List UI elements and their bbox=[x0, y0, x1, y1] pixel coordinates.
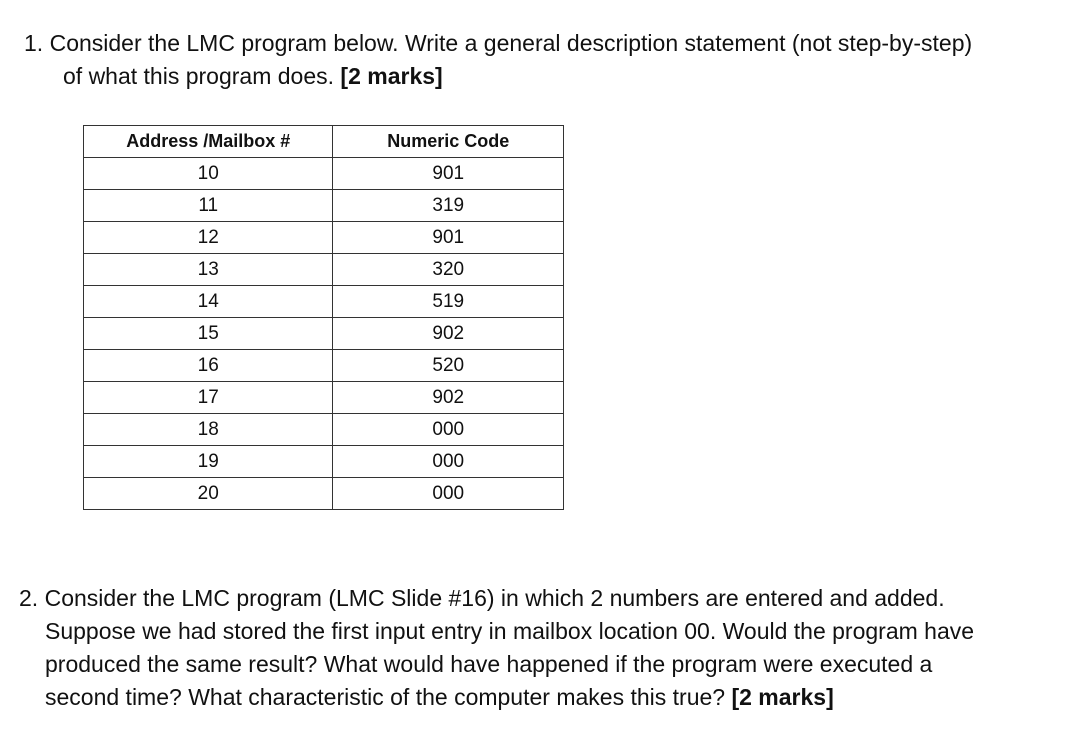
question-2-line4: second time? What characteristic of the computer makes this true? bbox=[45, 684, 726, 710]
table-row bbox=[84, 286, 564, 318]
table-row bbox=[84, 318, 564, 350]
address-cell: 17 bbox=[84, 382, 333, 414]
table-row bbox=[84, 350, 564, 382]
address-cell: 11 bbox=[84, 190, 333, 222]
table-row bbox=[84, 446, 564, 478]
question-1-text-line2: of what this program does. bbox=[63, 63, 335, 89]
code-cell: 320 bbox=[333, 254, 564, 286]
code-cell: 319 bbox=[333, 190, 564, 222]
code-cell: 519 bbox=[333, 286, 564, 318]
question-1-marks: [2 marks] bbox=[340, 63, 443, 89]
table-row bbox=[84, 190, 564, 222]
question-1-line2 bbox=[24, 60, 1088, 93]
question-2-line3: produced the same result? What would have happened if the program were executed a bbox=[45, 651, 933, 677]
question-2-number: 2. bbox=[19, 585, 39, 611]
address-cell: 12 bbox=[84, 222, 333, 254]
table-row bbox=[84, 222, 564, 254]
column-header-address: Address /Mailbox # bbox=[84, 126, 333, 158]
lmc-program-table bbox=[83, 125, 564, 510]
code-cell: 000 bbox=[333, 478, 564, 510]
question-2-line2: Suppose we had stored the first input entry in mailbox location 00. Would the program have bbox=[45, 618, 975, 644]
address-cell: 13 bbox=[84, 254, 333, 286]
code-cell: 520 bbox=[333, 350, 564, 382]
question-1 bbox=[24, 27, 1088, 93]
code-cell: 901 bbox=[333, 158, 564, 190]
question-2-marks: [2 marks] bbox=[731, 684, 834, 710]
code-cell: 902 bbox=[333, 318, 564, 350]
question-2-line4-wrap bbox=[19, 681, 1089, 714]
address-cell: 16 bbox=[84, 350, 333, 382]
address-cell: 14 bbox=[84, 286, 333, 318]
code-cell: 901 bbox=[333, 222, 564, 254]
address-cell: 15 bbox=[84, 318, 333, 350]
address-cell: 10 bbox=[84, 158, 333, 190]
code-cell: 000 bbox=[333, 414, 564, 446]
table-row bbox=[84, 158, 564, 190]
code-cell: 000 bbox=[333, 446, 564, 478]
table-row bbox=[84, 478, 564, 510]
question-1-number: 1. bbox=[24, 30, 44, 56]
address-cell: 20 bbox=[84, 478, 333, 510]
table-row bbox=[84, 382, 564, 414]
code-cell: 902 bbox=[333, 382, 564, 414]
address-cell: 19 bbox=[84, 446, 333, 478]
question-2 bbox=[19, 582, 1089, 714]
column-header-code: Numeric Code bbox=[333, 126, 564, 158]
table-row bbox=[84, 254, 564, 286]
table-header-row bbox=[84, 126, 564, 158]
question-1-text-line1: Consider the LMC program below. Write a general description statement (not step-by-step) bbox=[49, 30, 973, 56]
question-2-line1: Consider the LMC program (LMC Slide #16) in which 2 numbers are entered and added. bbox=[44, 585, 945, 611]
table-row bbox=[84, 414, 564, 446]
address-cell: 18 bbox=[84, 414, 333, 446]
